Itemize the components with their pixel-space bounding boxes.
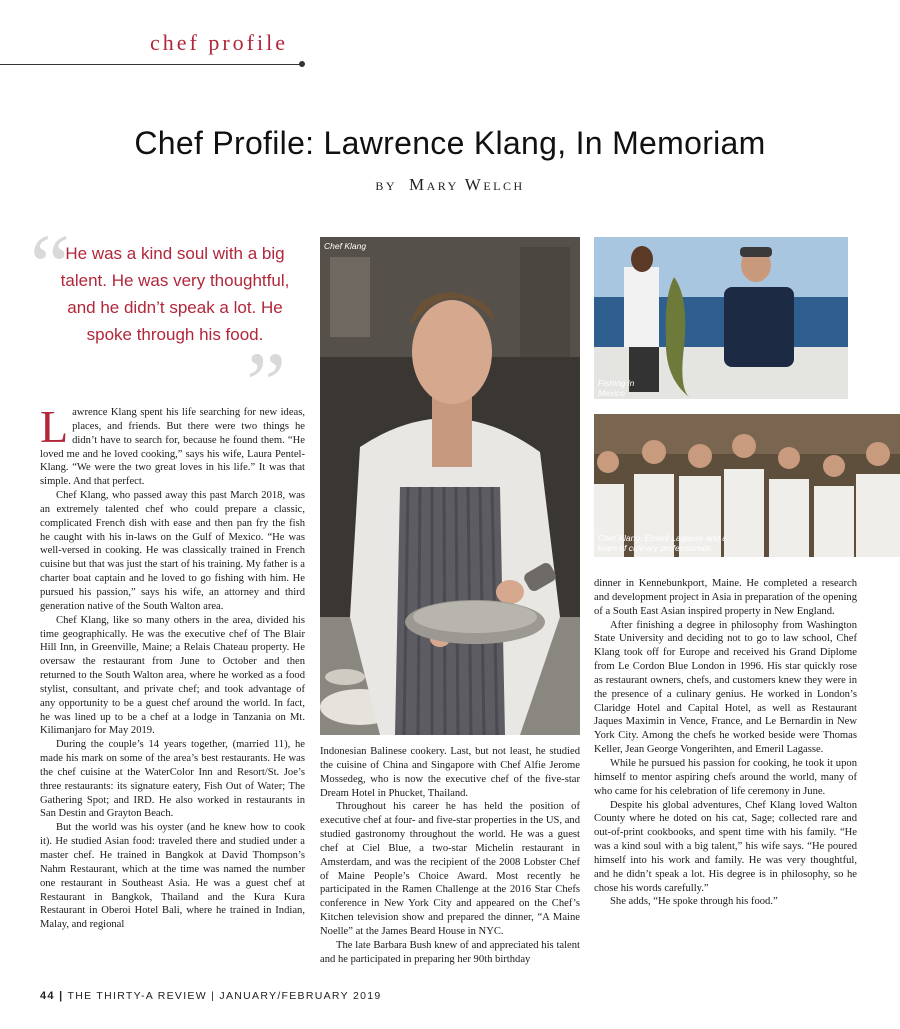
drop-cap: L [40,401,69,452]
caption-team: Chef Klang, Emeril Lagasse and a team of culinary professionals [598,533,727,553]
page-number: 44 [40,990,55,1002]
body-column-3 [594,577,857,909]
chef-klang-photo [320,237,580,735]
body-paragraph: During the couple’s 14 years together, (married 11), he made his mark on some of the area’s best restaurants. He was the chef cuisine at the WaterColor Inn and Resort/St. Joe’s three restaurants: its signature eatery, Fish Out of Water; The Gathering Spot; and IRD. He also worked in restaurants in San Destin and Grayton Beach. [40,739,305,820]
fishing-photo [594,237,848,399]
body-paragraph: After finishing a degree in philosophy from Washington State University and deciding not to go to law school, Chef Klang took off for Europe and received his Grand Diplome from Le Cordon Blue London in 1996. His star quickly rose as restaurant owners, chefs, and customers knew they were in the presence of a culinary genius. He worked in London’s Claridge Hotel and Capital Hotel, as well as Restaurant Jaques Maximin in Vence, France, and Le Bernardin in New York City. Among the chefs he worked beside were Thomas Keller, Jean George Vongerihten, and Emeril Lagasse. [594,619,857,756]
body-column-2 [320,745,580,967]
fishing-illustration [594,237,848,399]
byline-last-rest: ELCH [483,179,525,193]
byline-first-initial: M [408,175,427,194]
footer-separator-2: | [211,990,216,1002]
byline [0,175,900,195]
issue-date: JANUARY/FEBRUARY 2019 [219,990,382,1002]
chef-klang-illustration [320,237,580,735]
body-paragraph: Chef Klang, who passed away this past March 2018, was an extremely talented chef who could prepare a classic, complicated French dish with ease and then pan fry the fish he caught with his in-laws on the Gulf of Mexico. “He was well-versed in cooking. He was classically trained in French cuisine but that was just the start of his training. My father is a charter boat captain and he loved to go fishing with him. He pursued his passion,” says his wife, an attorney and third generation native of the South Walton area. [40,490,305,612]
body-paragraph: She adds, “He spoke through his food.” [610,896,778,908]
body-paragraph: Despite his global adventures, Chef Klang loved Walton County where he doted on his cat, Sage; collected rare and out-of-print cookbooks, and spent time with his family. “He was a kind soul with a big talent,” his wife says. “He poured himself into his work and family. He was very thoughtful, and he didn’t speak a lot. His degree is in philosophy, so he chose his words carefully.” [594,799,857,894]
section-rule [0,64,302,65]
section-rule-dot [299,61,305,67]
open-quote-icon: “ [30,217,70,316]
caption-fishing: Fishing in Mexico [598,378,635,398]
footer-separator: | [59,990,64,1002]
paragraph-text: awrence Klang spent his life searching for new ideas, places, and friends. But there were two things he didn’t have to search for, because he found them. “He loved me and he loved cooking,” says his wife, Laura Pentel-Klang. “We were the two great loves in his life.” It was that simple. And that perfect. [40,407,305,488]
section-label: chef profile [150,30,288,55]
body-paragraph: The late Barbara Bush knew of and appreciated his talent and he participated in preparing her 90th birthday [320,939,580,965]
headline: Chef Profile: Lawrence Klang, In Memoriam [134,125,766,161]
body-paragraph: While he pursued his passion for cooking, he took it upon himself to mentor aspiring chefs around the world, many of who came for his celebration of life ceremony in June. [594,757,857,797]
body-paragraph [40,401,305,489]
page-footer [40,990,382,1002]
byline-first-rest: ARY [426,179,459,193]
caption-chef-klang: Chef Klang [324,241,367,251]
byline-last-initial: W [464,175,484,194]
body-paragraph: Throughout his career he has held the position of executive chef at four- and five-star properties in the US, and studied gastronomy throughout the world. He was a guest chef at Ciel Blue, a two-star Michelin restaurant in Amsterdam, and was the recipient of the 2008 Lobster Chef of Maine People’s Choice Award. Most recently he participated in the Ramen Challenge at the 2016 Star Chefs conference in New York City and appeared on the Chef’s Kitchen television show and prepared the dinner, “A Maine Noelle” at the James Beard House in NYC. [320,801,580,937]
body-column-1 [40,401,305,932]
publication-name: THE THIRTY-A REVIEW [67,990,207,1002]
close-quote-icon: ” [246,335,286,434]
body-paragraph: But the world was his oyster (and he knew how to cook it). He studied Asian food: traveled there and studied under a master chef. He trained in Bangkok at David Thompson’s Nahm Restaurant, which at the time was named the number one restaurant in Southeast Asia. He was a guest chef at Restaurant in Bangkok, Thailand and the Kura Kura Restaurant in Oberoi Hotel Bali, where he trained in Indian, Malay, and regional [40,822,305,931]
pull-quote: He was a kind soul with a big talent. He was very thoughtful, and he didn’t speak a lot. He spoke through his food. [60,244,290,344]
body-paragraph: Chef Klang, like so many others in the area, divided his time geographically. He was the executive chef of The Blair Hill Inn, in Greenville, Maine; a Relais Chateau property. He oversaw the restaurant from June to October and then returned to the South Walton area, where he worked as a food stylist, consultant, and private chef; and took advantage of any opportunity to be a guest chef around the world. In fact, he was lined up to be a chef at a lodge in Tanzania on Mt. Kilimanjaro for May 2019. [40,614,305,737]
body-paragraph: Indonesian Balinese cookery. Last, but not least, he studied the cuisine of China and Singapore with Chef Alfie Jerome Mossedeg, who is now the executive chef of the five-star Dream Hotel in Phucket, Thailand. [320,746,580,799]
byline-by: BY [375,179,397,193]
body-paragraph: dinner in Kennebunkport, Maine. He completed a research and development project in Asia in preparation of the opening of a South East Asian inspired property in New England. [594,578,857,617]
